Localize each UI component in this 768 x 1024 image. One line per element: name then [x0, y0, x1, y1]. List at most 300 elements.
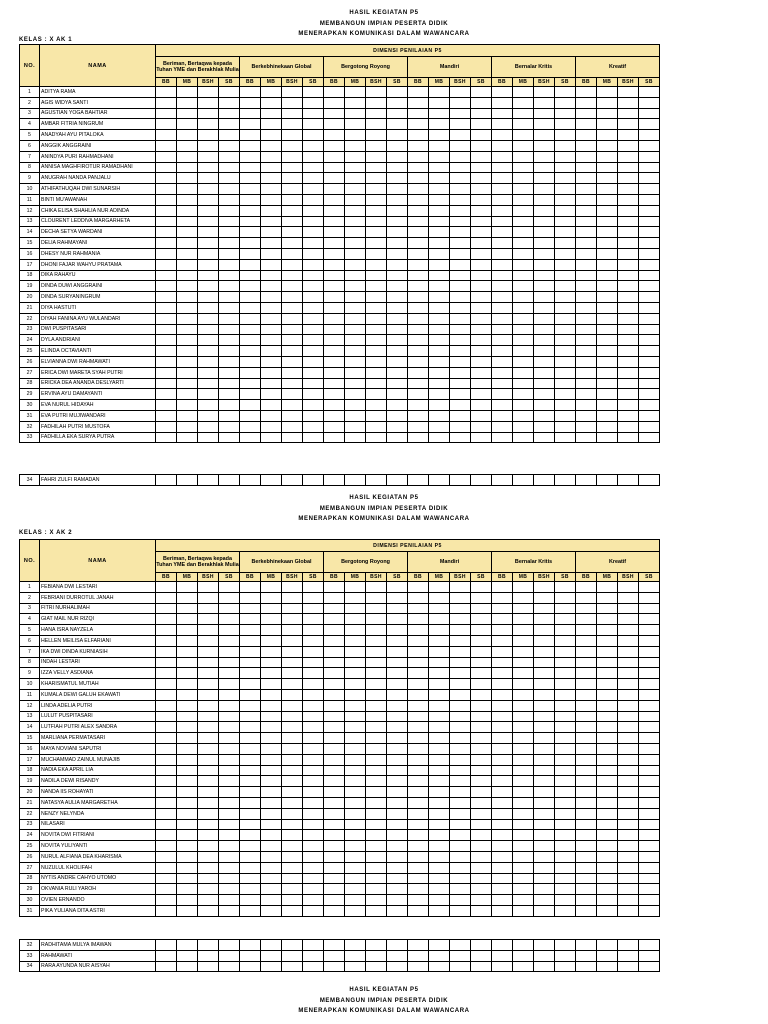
score-cell[interactable] [366, 389, 387, 400]
score-cell[interactable] [618, 841, 639, 852]
score-cell[interactable] [240, 743, 261, 754]
score-cell[interactable] [177, 862, 198, 873]
score-cell[interactable] [177, 582, 198, 593]
score-cell[interactable] [156, 216, 177, 227]
score-cell[interactable] [324, 324, 345, 335]
score-cell[interactable] [345, 238, 366, 249]
score-cell[interactable] [534, 389, 555, 400]
score-cell[interactable] [387, 787, 408, 798]
score-cell[interactable] [198, 733, 219, 744]
score-cell[interactable] [198, 227, 219, 238]
score-cell[interactable] [450, 475, 471, 486]
score-cell[interactable] [471, 722, 492, 733]
score-cell[interactable] [471, 475, 492, 486]
score-cell[interactable] [177, 797, 198, 808]
score-cell[interactable] [618, 873, 639, 884]
score-cell[interactable] [639, 151, 660, 162]
score-cell[interactable] [387, 776, 408, 787]
score-cell[interactable] [534, 711, 555, 722]
score-cell[interactable] [324, 711, 345, 722]
score-cell[interactable] [219, 281, 240, 292]
score-cell[interactable] [492, 961, 513, 972]
score-cell[interactable] [618, 646, 639, 657]
score-cell[interactable] [240, 765, 261, 776]
score-cell[interactable] [387, 356, 408, 367]
score-cell[interactable] [597, 668, 618, 679]
score-cell[interactable] [198, 711, 219, 722]
score-cell[interactable] [219, 895, 240, 906]
score-cell[interactable] [429, 259, 450, 270]
score-cell[interactable] [282, 130, 303, 141]
score-cell[interactable] [450, 367, 471, 378]
score-cell[interactable] [597, 475, 618, 486]
score-cell[interactable] [513, 421, 534, 432]
score-cell[interactable] [324, 140, 345, 151]
score-cell[interactable] [534, 356, 555, 367]
score-cell[interactable] [492, 410, 513, 421]
score-cell[interactable] [597, 754, 618, 765]
score-cell[interactable] [408, 97, 429, 108]
score-cell[interactable] [429, 97, 450, 108]
score-cell[interactable] [429, 410, 450, 421]
score-cell[interactable] [387, 940, 408, 951]
score-cell[interactable] [639, 367, 660, 378]
score-cell[interactable] [639, 140, 660, 151]
score-cell[interactable] [618, 743, 639, 754]
score-cell[interactable] [555, 603, 576, 614]
score-cell[interactable] [240, 657, 261, 668]
score-cell[interactable] [156, 173, 177, 184]
score-cell[interactable] [576, 259, 597, 270]
score-cell[interactable] [408, 625, 429, 636]
score-cell[interactable] [450, 421, 471, 432]
score-cell[interactable] [219, 335, 240, 346]
score-cell[interactable] [429, 162, 450, 173]
score-cell[interactable] [471, 797, 492, 808]
score-cell[interactable] [429, 378, 450, 389]
score-cell[interactable] [219, 130, 240, 141]
score-cell[interactable] [492, 194, 513, 205]
score-cell[interactable] [471, 603, 492, 614]
score-cell[interactable] [471, 367, 492, 378]
score-cell[interactable] [618, 700, 639, 711]
score-cell[interactable] [324, 582, 345, 593]
score-cell[interactable] [534, 851, 555, 862]
score-cell[interactable] [366, 108, 387, 119]
score-cell[interactable] [513, 830, 534, 841]
score-cell[interactable] [408, 130, 429, 141]
score-cell[interactable] [324, 851, 345, 862]
score-cell[interactable] [597, 173, 618, 184]
score-cell[interactable] [156, 432, 177, 443]
score-cell[interactable] [597, 205, 618, 216]
score-cell[interactable] [639, 905, 660, 916]
score-cell[interactable] [198, 302, 219, 313]
score-cell[interactable] [219, 862, 240, 873]
score-cell[interactable] [492, 205, 513, 216]
score-cell[interactable] [429, 432, 450, 443]
score-cell[interactable] [555, 797, 576, 808]
score-cell[interactable] [366, 646, 387, 657]
score-cell[interactable] [324, 335, 345, 346]
score-cell[interactable] [408, 259, 429, 270]
score-cell[interactable] [156, 248, 177, 259]
score-cell[interactable] [639, 162, 660, 173]
score-cell[interactable] [261, 313, 282, 324]
score-cell[interactable] [345, 324, 366, 335]
score-cell[interactable] [429, 950, 450, 961]
score-cell[interactable] [366, 367, 387, 378]
score-cell[interactable] [219, 722, 240, 733]
score-cell[interactable] [303, 862, 324, 873]
score-cell[interactable] [513, 335, 534, 346]
score-cell[interactable] [303, 722, 324, 733]
score-cell[interactable] [576, 270, 597, 281]
score-cell[interactable] [618, 582, 639, 593]
score-cell[interactable] [513, 787, 534, 798]
score-cell[interactable] [324, 346, 345, 357]
score-cell[interactable] [240, 248, 261, 259]
score-cell[interactable] [198, 841, 219, 852]
score-cell[interactable] [450, 378, 471, 389]
score-cell[interactable] [198, 873, 219, 884]
score-cell[interactable] [387, 895, 408, 906]
score-cell[interactable] [198, 87, 219, 98]
score-cell[interactable] [261, 97, 282, 108]
score-cell[interactable] [387, 389, 408, 400]
score-cell[interactable] [555, 421, 576, 432]
score-cell[interactable] [261, 657, 282, 668]
score-cell[interactable] [408, 743, 429, 754]
score-cell[interactable] [555, 205, 576, 216]
score-cell[interactable] [282, 475, 303, 486]
score-cell[interactable] [576, 700, 597, 711]
score-cell[interactable] [618, 905, 639, 916]
score-cell[interactable] [639, 689, 660, 700]
score-cell[interactable] [177, 302, 198, 313]
score-cell[interactable] [639, 603, 660, 614]
score-cell[interactable] [324, 367, 345, 378]
score-cell[interactable] [618, 281, 639, 292]
score-cell[interactable] [597, 378, 618, 389]
score-cell[interactable] [387, 808, 408, 819]
score-cell[interactable] [576, 389, 597, 400]
score-cell[interactable] [534, 184, 555, 195]
score-cell[interactable] [513, 657, 534, 668]
score-cell[interactable] [324, 259, 345, 270]
score-cell[interactable] [513, 711, 534, 722]
score-cell[interactable] [429, 657, 450, 668]
score-cell[interactable] [513, 119, 534, 130]
score-cell[interactable] [576, 356, 597, 367]
score-cell[interactable] [282, 248, 303, 259]
score-cell[interactable] [198, 940, 219, 951]
score-cell[interactable] [303, 238, 324, 249]
score-cell[interactable] [303, 754, 324, 765]
score-cell[interactable] [261, 356, 282, 367]
score-cell[interactable] [429, 119, 450, 130]
score-cell[interactable] [597, 108, 618, 119]
score-cell[interactable] [450, 410, 471, 421]
score-cell[interactable] [303, 87, 324, 98]
score-cell[interactable] [429, 400, 450, 411]
score-cell[interactable] [450, 592, 471, 603]
score-cell[interactable] [282, 432, 303, 443]
score-cell[interactable] [618, 961, 639, 972]
score-cell[interactable] [282, 940, 303, 951]
score-cell[interactable] [534, 905, 555, 916]
score-cell[interactable] [219, 679, 240, 690]
score-cell[interactable] [597, 130, 618, 141]
score-cell[interactable] [324, 841, 345, 852]
score-cell[interactable] [618, 130, 639, 141]
score-cell[interactable] [492, 895, 513, 906]
score-cell[interactable] [471, 130, 492, 141]
score-cell[interactable] [576, 475, 597, 486]
score-cell[interactable] [240, 119, 261, 130]
score-cell[interactable] [240, 227, 261, 238]
score-cell[interactable] [639, 873, 660, 884]
score-cell[interactable] [303, 679, 324, 690]
score-cell[interactable] [282, 873, 303, 884]
score-cell[interactable] [576, 173, 597, 184]
score-cell[interactable] [576, 657, 597, 668]
score-cell[interactable] [198, 754, 219, 765]
score-cell[interactable] [597, 679, 618, 690]
score-cell[interactable] [366, 216, 387, 227]
score-cell[interactable] [492, 151, 513, 162]
score-cell[interactable] [261, 905, 282, 916]
score-cell[interactable] [471, 421, 492, 432]
score-cell[interactable] [450, 130, 471, 141]
score-cell[interactable] [450, 940, 471, 951]
score-cell[interactable] [345, 367, 366, 378]
score-cell[interactable] [639, 895, 660, 906]
score-cell[interactable] [219, 184, 240, 195]
score-cell[interactable] [492, 367, 513, 378]
score-cell[interactable] [303, 432, 324, 443]
score-cell[interactable] [366, 765, 387, 776]
score-cell[interactable] [156, 808, 177, 819]
score-cell[interactable] [240, 270, 261, 281]
score-cell[interactable] [261, 259, 282, 270]
score-cell[interactable] [387, 400, 408, 411]
score-cell[interactable] [618, 119, 639, 130]
score-cell[interactable] [219, 324, 240, 335]
score-cell[interactable] [261, 614, 282, 625]
score-cell[interactable] [219, 302, 240, 313]
score-cell[interactable] [219, 270, 240, 281]
score-cell[interactable] [282, 884, 303, 895]
score-cell[interactable] [534, 475, 555, 486]
score-cell[interactable] [618, 227, 639, 238]
score-cell[interactable] [555, 841, 576, 852]
score-cell[interactable] [366, 905, 387, 916]
score-cell[interactable] [429, 87, 450, 98]
score-cell[interactable] [576, 950, 597, 961]
score-cell[interactable] [597, 733, 618, 744]
score-cell[interactable] [261, 238, 282, 249]
score-cell[interactable] [429, 787, 450, 798]
score-cell[interactable] [345, 378, 366, 389]
score-cell[interactable] [156, 130, 177, 141]
score-cell[interactable] [534, 140, 555, 151]
score-cell[interactable] [408, 862, 429, 873]
score-cell[interactable] [261, 940, 282, 951]
score-cell[interactable] [534, 346, 555, 357]
score-cell[interactable] [618, 356, 639, 367]
score-cell[interactable] [240, 754, 261, 765]
score-cell[interactable] [156, 292, 177, 303]
score-cell[interactable] [408, 733, 429, 744]
score-cell[interactable] [492, 841, 513, 852]
score-cell[interactable] [471, 108, 492, 119]
score-cell[interactable] [534, 722, 555, 733]
score-cell[interactable] [240, 797, 261, 808]
score-cell[interactable] [345, 248, 366, 259]
score-cell[interactable] [408, 808, 429, 819]
score-cell[interactable] [282, 302, 303, 313]
score-cell[interactable] [240, 140, 261, 151]
score-cell[interactable] [261, 346, 282, 357]
score-cell[interactable] [324, 184, 345, 195]
score-cell[interactable] [240, 819, 261, 830]
score-cell[interactable] [387, 302, 408, 313]
score-cell[interactable] [639, 819, 660, 830]
score-cell[interactable] [597, 421, 618, 432]
score-cell[interactable] [471, 313, 492, 324]
score-cell[interactable] [156, 787, 177, 798]
score-cell[interactable] [471, 743, 492, 754]
score-cell[interactable] [177, 216, 198, 227]
score-cell[interactable] [282, 140, 303, 151]
score-cell[interactable] [240, 776, 261, 787]
score-cell[interactable] [198, 851, 219, 862]
score-cell[interactable] [261, 162, 282, 173]
score-cell[interactable] [618, 765, 639, 776]
score-cell[interactable] [534, 765, 555, 776]
score-cell[interactable] [429, 346, 450, 357]
score-cell[interactable] [429, 668, 450, 679]
score-cell[interactable] [366, 743, 387, 754]
score-cell[interactable] [618, 248, 639, 259]
score-cell[interactable] [345, 603, 366, 614]
score-cell[interactable] [471, 961, 492, 972]
score-cell[interactable] [450, 346, 471, 357]
score-cell[interactable] [366, 302, 387, 313]
score-cell[interactable] [240, 432, 261, 443]
score-cell[interactable] [513, 400, 534, 411]
score-cell[interactable] [324, 302, 345, 313]
score-cell[interactable] [261, 592, 282, 603]
score-cell[interactable] [156, 346, 177, 357]
score-cell[interactable] [555, 657, 576, 668]
score-cell[interactable] [261, 754, 282, 765]
score-cell[interactable] [240, 475, 261, 486]
score-cell[interactable] [555, 646, 576, 657]
score-cell[interactable] [471, 173, 492, 184]
score-cell[interactable] [471, 884, 492, 895]
score-cell[interactable] [492, 108, 513, 119]
score-cell[interactable] [639, 776, 660, 787]
score-cell[interactable] [156, 689, 177, 700]
score-cell[interactable] [240, 787, 261, 798]
score-cell[interactable] [198, 367, 219, 378]
score-cell[interactable] [324, 194, 345, 205]
score-cell[interactable] [240, 205, 261, 216]
score-cell[interactable] [261, 635, 282, 646]
score-cell[interactable] [387, 140, 408, 151]
score-cell[interactable] [198, 950, 219, 961]
score-cell[interactable] [513, 862, 534, 873]
score-cell[interactable] [303, 743, 324, 754]
score-cell[interactable] [450, 905, 471, 916]
score-cell[interactable] [471, 184, 492, 195]
score-cell[interactable] [555, 950, 576, 961]
score-cell[interactable] [534, 335, 555, 346]
score-cell[interactable] [177, 346, 198, 357]
score-cell[interactable] [366, 270, 387, 281]
score-cell[interactable] [261, 400, 282, 411]
score-cell[interactable] [366, 292, 387, 303]
score-cell[interactable] [534, 668, 555, 679]
score-cell[interactable] [429, 754, 450, 765]
score-cell[interactable] [387, 614, 408, 625]
score-cell[interactable] [177, 808, 198, 819]
score-cell[interactable] [219, 582, 240, 593]
score-cell[interactable] [303, 733, 324, 744]
score-cell[interactable] [534, 270, 555, 281]
score-cell[interactable] [303, 259, 324, 270]
score-cell[interactable] [597, 862, 618, 873]
score-cell[interactable] [324, 940, 345, 951]
score-cell[interactable] [303, 335, 324, 346]
score-cell[interactable] [450, 657, 471, 668]
score-cell[interactable] [597, 140, 618, 151]
score-cell[interactable] [303, 700, 324, 711]
score-cell[interactable] [618, 302, 639, 313]
score-cell[interactable] [177, 378, 198, 389]
score-cell[interactable] [513, 227, 534, 238]
score-cell[interactable] [597, 851, 618, 862]
score-cell[interactable] [429, 625, 450, 636]
score-cell[interactable] [366, 97, 387, 108]
score-cell[interactable] [597, 97, 618, 108]
score-cell[interactable] [492, 227, 513, 238]
score-cell[interactable] [513, 389, 534, 400]
score-cell[interactable] [156, 657, 177, 668]
score-cell[interactable] [366, 830, 387, 841]
score-cell[interactable] [618, 940, 639, 951]
score-cell[interactable] [555, 194, 576, 205]
score-cell[interactable] [534, 324, 555, 335]
score-cell[interactable] [387, 119, 408, 130]
score-cell[interactable] [492, 787, 513, 798]
score-cell[interactable] [534, 700, 555, 711]
score-cell[interactable] [324, 87, 345, 98]
score-cell[interactable] [219, 216, 240, 227]
score-cell[interactable] [261, 292, 282, 303]
score-cell[interactable] [534, 432, 555, 443]
score-cell[interactable] [282, 862, 303, 873]
score-cell[interactable] [156, 614, 177, 625]
score-cell[interactable] [303, 346, 324, 357]
score-cell[interactable] [282, 625, 303, 636]
score-cell[interactable] [387, 227, 408, 238]
score-cell[interactable] [618, 151, 639, 162]
score-cell[interactable] [513, 592, 534, 603]
score-cell[interactable] [534, 776, 555, 787]
